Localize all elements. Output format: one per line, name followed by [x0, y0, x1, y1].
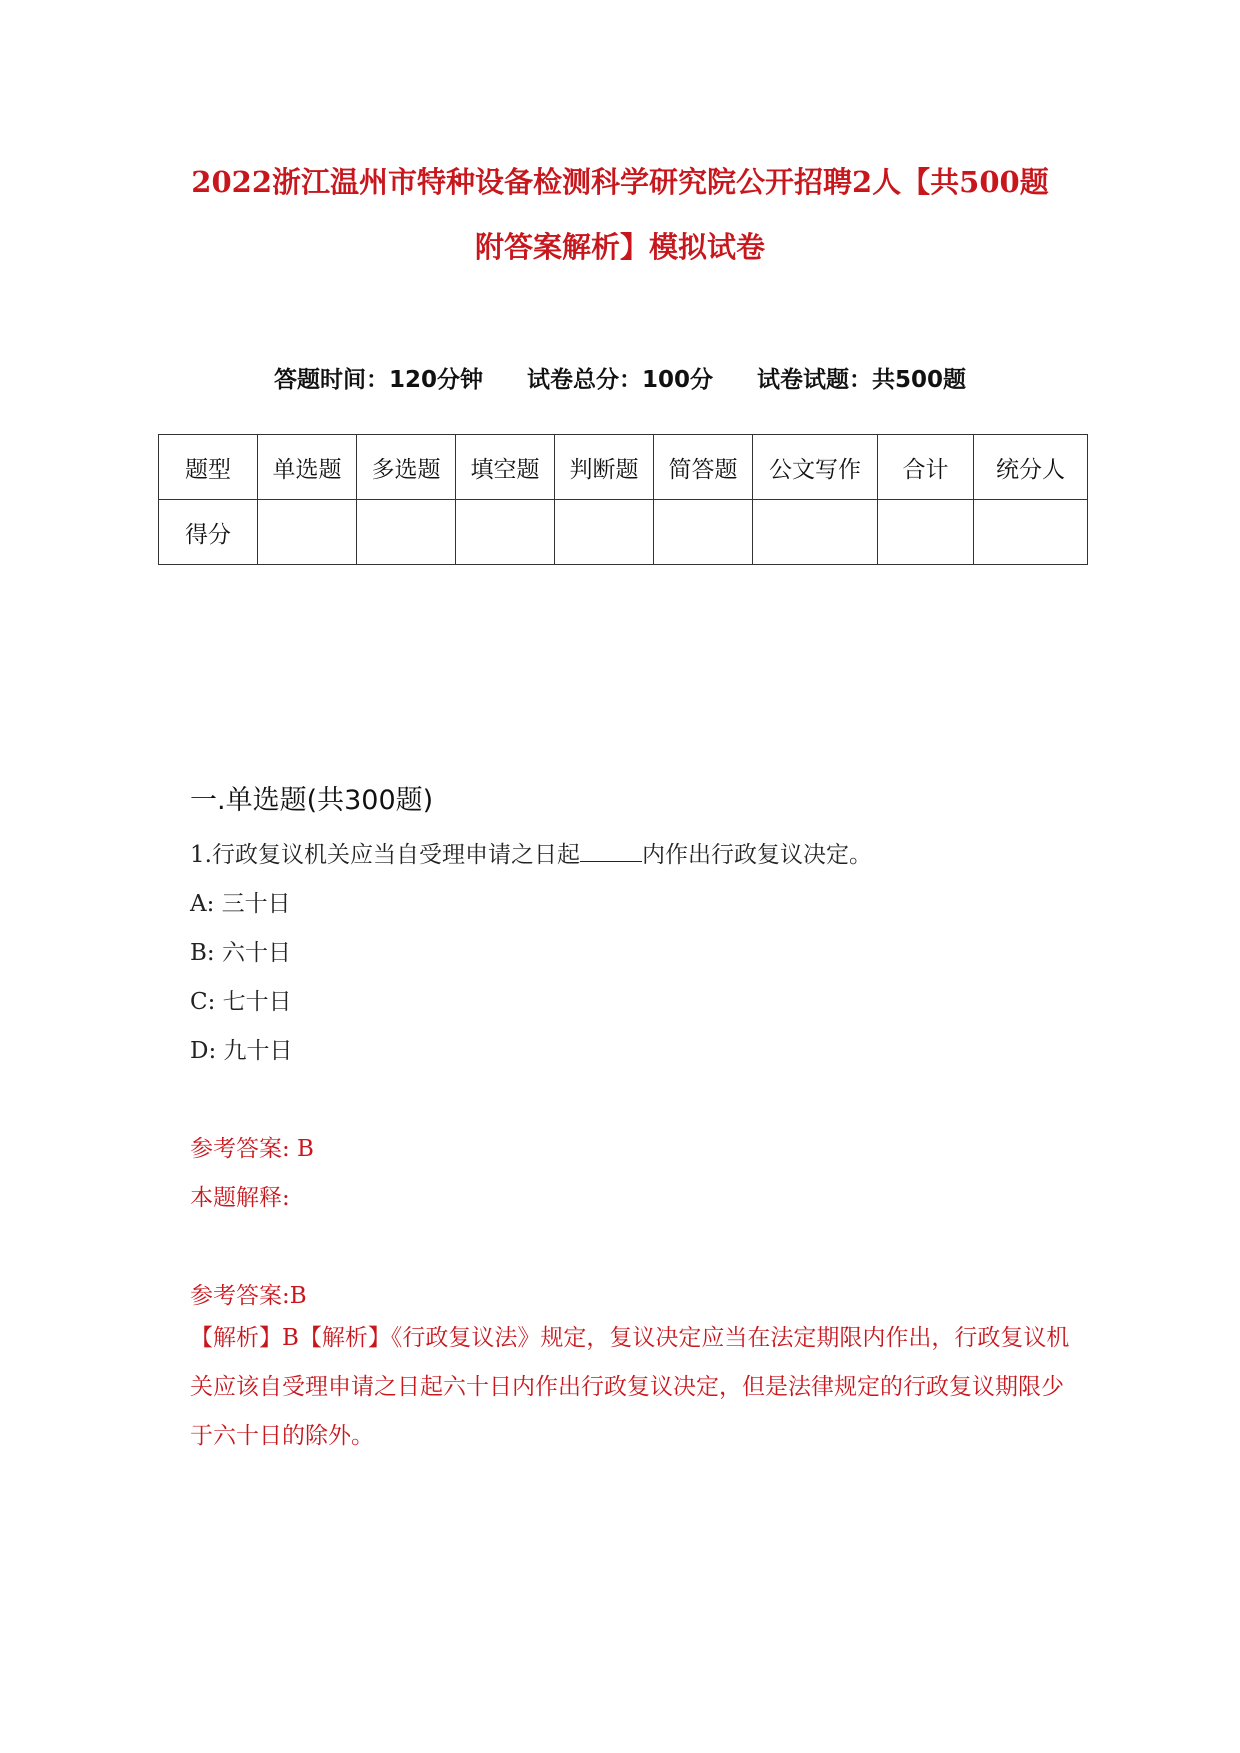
score-cell	[555, 500, 654, 565]
score-cell	[456, 500, 555, 565]
option-b: B: 六十日	[190, 940, 291, 966]
reference-answer: 参考答案: B	[190, 1136, 314, 1162]
exam-total-score: 试卷总分：100分	[526, 367, 713, 393]
header-cell: 题型	[159, 435, 258, 500]
header-cell: 合计	[878, 435, 974, 500]
reference-answer-2: 参考答案:B	[190, 1283, 307, 1309]
header-cell: 填空题	[456, 435, 555, 500]
score-cell	[753, 500, 878, 565]
score-cell	[357, 500, 456, 565]
explanation-label: 本题解释:	[190, 1185, 290, 1211]
question-stem-after: 内作出行政复议决定。	[641, 842, 872, 868]
header-cell: 公文写作	[753, 435, 878, 500]
section-heading: 一.单选题(共300题)	[190, 785, 434, 816]
score-table-header-row	[159, 435, 1088, 500]
score-cell	[258, 500, 357, 565]
question-stem	[190, 836, 872, 869]
score-cell	[974, 500, 1088, 565]
exam-info	[150, 361, 1090, 394]
option-c: C: 七十日	[190, 989, 292, 1015]
score-table	[158, 434, 1088, 565]
score-cell	[878, 500, 974, 565]
score-cell	[654, 500, 753, 565]
option-d: D: 九十日	[190, 1038, 293, 1064]
header-cell: 多选题	[357, 435, 456, 500]
row-label-cell: 得分	[159, 500, 258, 565]
header-cell: 统分人	[974, 435, 1088, 500]
exam-question-count: 试卷试题：共500题	[757, 367, 967, 393]
answer-blank	[580, 841, 642, 862]
exam-time: 答题时间：120分钟	[273, 367, 483, 393]
analysis-paragraph: 【解析】B【解析】《行政复议法》规定，复议决定应当在法定期限内作出，行政复议机关应该自受理申请之日起六十日内作出行政复议决定，但是法律规定的行政复议期限少于六十日的除外。	[190, 1325, 1070, 1449]
document-title-line-1: 2022浙江温州市特种设备检测科学研究院公开招聘2人【共500题	[191, 165, 1049, 199]
option-a: A: 三十日	[190, 891, 291, 917]
header-cell: 单选题	[258, 435, 357, 500]
question-stem-before: 1.行政复议机关应当自受理申请之日起	[190, 842, 580, 868]
score-table-score-row	[159, 500, 1088, 565]
document-title-line-2: 附答案解析】模拟试卷	[474, 230, 765, 264]
header-cell: 简答题	[654, 435, 753, 500]
header-cell: 判断题	[555, 435, 654, 500]
